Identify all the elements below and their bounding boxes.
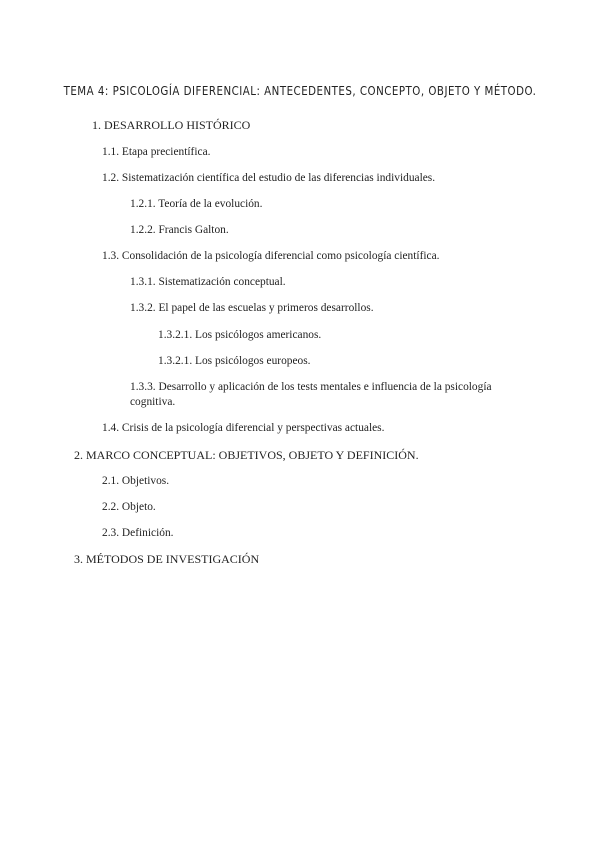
page-title: TEMA 4: PSICOLOGÍA DIFERENCIAL: ANTECEDENTES, CONCEPTO, OBJETO Y MÉTODO. [63,83,537,98]
outline-item: 1.2.2. Francis Galton. [130,224,229,236]
outline-item: 1.3. Consolidación de la psicología diferencial como psicología científica. [102,250,440,262]
outline-item: 2.3. Definición. [102,527,174,539]
outline-item: 1.3.2. El papel de las escuelas y primeros desarrollos. [130,302,374,314]
outline-item: 1. DESARROLLO HISTÓRICO [92,118,251,132]
outline-item: 1.3.3. Desarrollo y aplicación de los tests mentales e influencia de la psicología cognitiva. [130,381,492,408]
outline-item: 1.1. Etapa precientífica. [102,146,211,158]
outline-item: 3. MÉTODOS DE INVESTIGACIÓN [74,552,260,566]
outline-item: 1.2.1. Teoría de la evolución. [130,198,263,210]
outline-item: 2. MARCO CONCEPTUAL: OBJETIVOS, OBJETO Y DEFINICIÓN. [74,448,419,462]
outline-item: 1.3.1. Sistematización conceptual. [130,276,286,288]
outline-item: 1.3.2.1. Los psicólogos europeos. [158,355,311,367]
outline-item: 1.3.2.1. Los psicólogos americanos. [158,329,322,341]
outline-item: 2.1. Objetivos. [102,475,170,487]
outline-item: 2.2. Objeto. [102,501,156,513]
outline-item: 1.2. Sistematización científica del estudio de las diferencias individuales. [102,172,436,184]
outline-item: 1.4. Crisis de la psicología diferencial y perspectivas actuales. [102,422,385,434]
